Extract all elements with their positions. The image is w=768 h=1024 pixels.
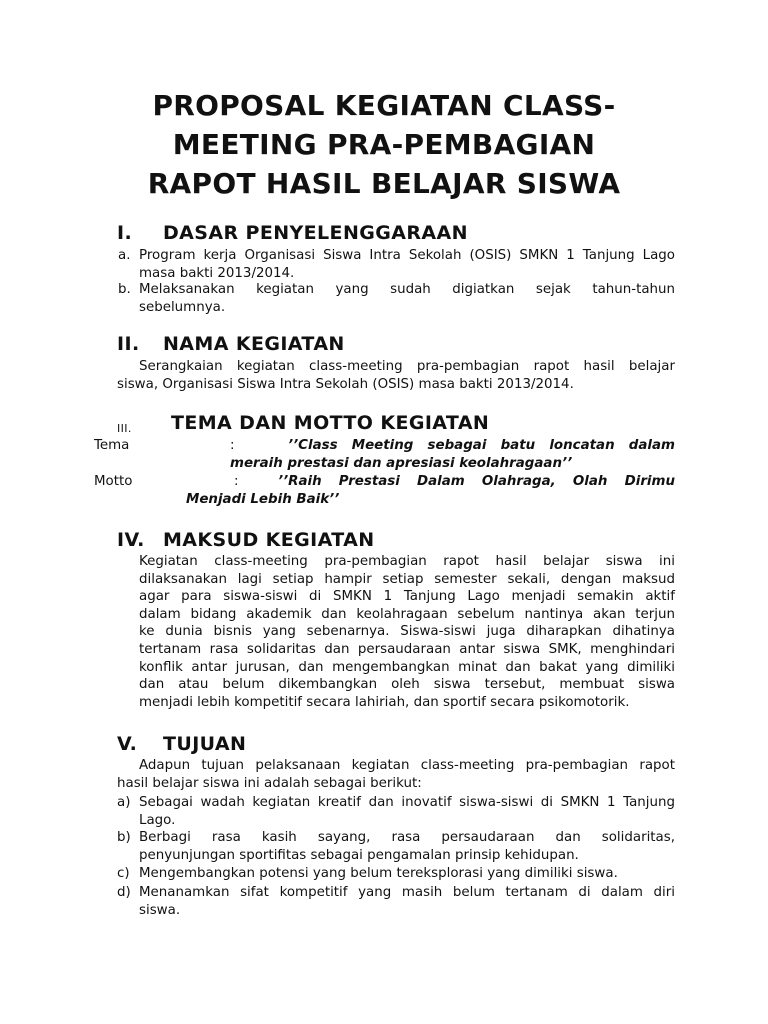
list-item bbox=[139, 865, 675, 883]
motto-text bbox=[186, 473, 675, 508]
text-line: konflik antar jurusan, dan mengembangkan minat dan bakat yang dimiliki bbox=[139, 659, 675, 675]
text-line: Adapun tujuan pelaksanaan kegiatan class-meeting pra-pembagian rapot bbox=[139, 758, 675, 773]
list-item bbox=[139, 247, 675, 282]
text-line: siswa. bbox=[139, 902, 181, 918]
text-line: hasil belajar siswa ini adalah sebagai berikut: bbox=[117, 775, 422, 791]
section-title: NAMA KEGIATAN bbox=[163, 333, 345, 355]
text-line: meraih prestasi dan apresiasi keolahragaan’’ bbox=[230, 455, 573, 471]
list-item bbox=[139, 829, 675, 864]
list-item bbox=[139, 281, 675, 316]
text-line: ’’Class Meeting sebagai batu loncatan dalam bbox=[288, 438, 675, 453]
section-heading-1 bbox=[117, 222, 577, 244]
section-number: IV. bbox=[117, 529, 145, 551]
list-marker: a) bbox=[117, 795, 131, 810]
tema-label: Tema bbox=[94, 438, 130, 453]
text-line: dalam bidang akademik dan keolahragaan sebelum nantinya akan terjun bbox=[139, 606, 675, 622]
list-marker: b. bbox=[118, 282, 131, 297]
section-number: V. bbox=[117, 733, 138, 755]
text-line: agar para siswa-siswi di SMKN 1 Tanjung Lago menjadi semakin aktif bbox=[139, 589, 675, 605]
text-line: Menjadi Lebih Baik’’ bbox=[186, 491, 340, 507]
text-line: Sebagai wadah kegiatan kreatif dan inovatif siswa-siswi di SMKN 1 Tanjung bbox=[139, 795, 675, 810]
text-line: penyunjungan sportifitas sebagai pengamalan prinsip kehidupan. bbox=[139, 847, 579, 863]
list-marker: b) bbox=[117, 830, 131, 845]
document-title bbox=[100, 86, 668, 203]
text-line: Menanamkan sifat kompetitif yang masih belum tertanam di dalam diri bbox=[139, 885, 675, 900]
tema-text bbox=[230, 437, 675, 472]
motto-colon: : bbox=[234, 474, 239, 489]
section-title: MAKSUD KEGIATAN bbox=[163, 529, 375, 551]
text-line: tertanam rasa solidaritas dan persaudaraan antar siswa SMK, menghindari bbox=[139, 641, 675, 657]
paragraph bbox=[139, 553, 675, 711]
text-line: Serangkaian kegiatan class-meeting pra-pembagian rapot hasil belajar bbox=[139, 359, 675, 374]
section-heading-3 bbox=[117, 412, 577, 434]
section-title: TUJUAN bbox=[163, 733, 247, 755]
list-marker: d) bbox=[117, 885, 131, 900]
paragraph bbox=[117, 358, 675, 393]
section-heading-4 bbox=[117, 529, 577, 551]
text-line: dilaksanakan lagi setiap hampir setiap semester sekali, dengan maksud bbox=[139, 571, 675, 587]
title-line: RAPOT HASIL BELAJAR SISWA bbox=[147, 167, 621, 200]
text-line: Program kerja Organisasi Siswa Intra Sekolah (OSIS) SMKN 1 Tanjung Lago bbox=[139, 248, 675, 263]
section-number: I. bbox=[117, 222, 133, 244]
text-line: sebelumnya. bbox=[139, 299, 226, 315]
motto-label: Motto bbox=[94, 474, 133, 489]
text-line: siswa, Organisasi Siswa Intra Sekolah (OSIS) masa bakti 2013/2014. bbox=[117, 376, 574, 392]
text-line: dan atau belum dikembangkan oleh siswa tersebut, membuat siswa bbox=[139, 677, 675, 693]
list-item bbox=[139, 884, 675, 919]
list-marker: c) bbox=[117, 866, 130, 881]
list-marker: a. bbox=[118, 248, 131, 263]
section-title: DASAR PENYELENGGARAAN bbox=[163, 222, 468, 244]
text-line: Melaksanakan kegiatan yang sudah digiatkan sejak tahun-tahun bbox=[139, 282, 675, 297]
title-line: MEETING PRA-PEMBAGIAN bbox=[172, 128, 596, 161]
paragraph bbox=[117, 757, 675, 792]
text-line: Kegiatan class-meeting pra-pembagian rapot hasil belajar siswa ini bbox=[139, 554, 675, 569]
section-number: III. bbox=[117, 422, 132, 435]
title-line: PROPOSAL KEGIATAN CLASS- bbox=[152, 89, 616, 122]
text-line: Lago. bbox=[139, 812, 176, 828]
section-heading-2 bbox=[117, 333, 577, 355]
text-line: Berbagi rasa kasih sayang, rasa persaudaraan dan solidaritas, bbox=[139, 830, 675, 845]
text-line: Mengembangkan potensi yang belum tereksplorasi yang dimiliki siswa. bbox=[139, 866, 618, 881]
text-line: ’’Raih Prestasi Dalam Olahraga, Olah Dirimu bbox=[278, 474, 675, 489]
tema-colon: : bbox=[230, 438, 235, 453]
text-line: menjadi lebih kompetitif secara lahiriah, dan sportif secara psikomotorik. bbox=[139, 694, 630, 710]
text-line: ke dunia bisnis yang sebenarnya. Siswa-siswi juga diharapkan dihatinya bbox=[139, 624, 675, 640]
section-title: TEMA DAN MOTTO KEGIATAN bbox=[171, 412, 490, 434]
section-number: II. bbox=[117, 333, 140, 355]
section-heading-5 bbox=[117, 733, 577, 755]
list-item bbox=[139, 794, 675, 829]
text-line: masa bakti 2013/2014. bbox=[139, 265, 295, 281]
